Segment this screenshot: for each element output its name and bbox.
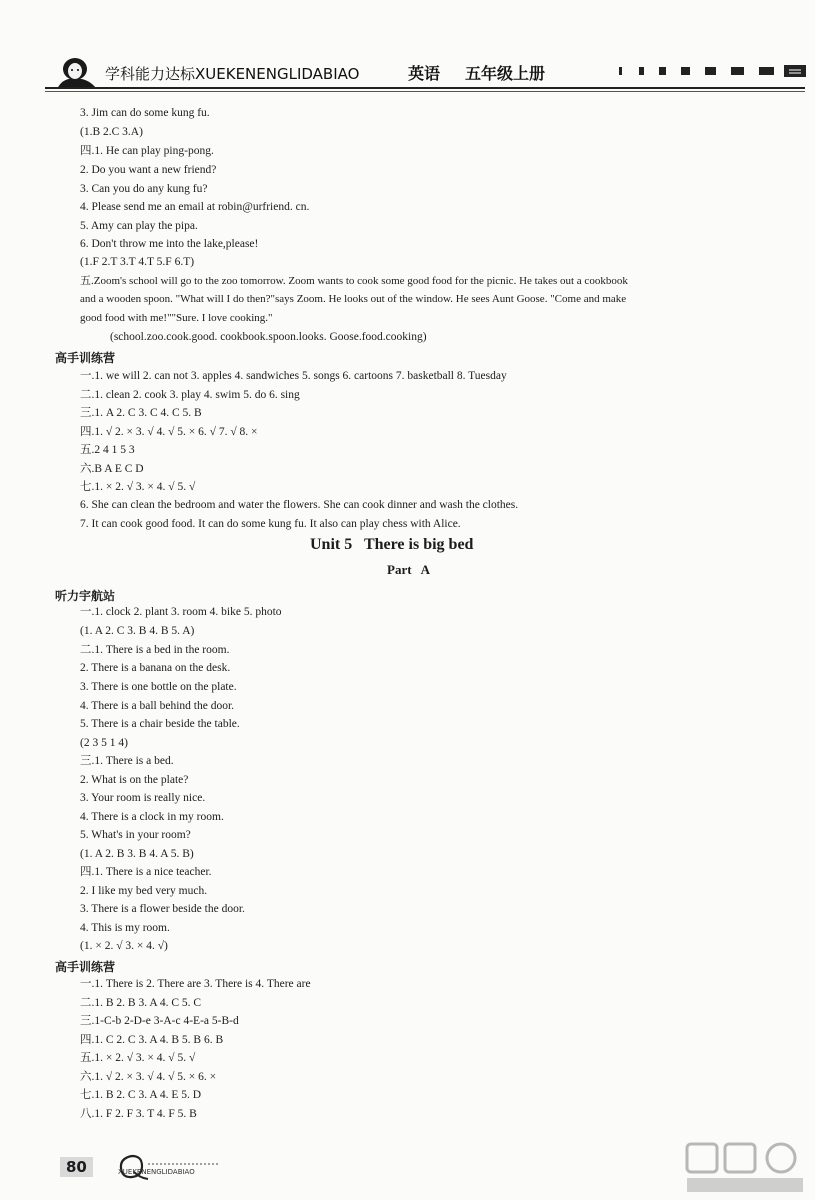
answer-line: (1.F 2.T 3.T 4.T 5.F 6.T) [80,256,195,268]
answer-line: 六.1. √ 2. × 3. √ 4. √ 5. × 6. × [80,1071,217,1083]
answer-line: 五.Zoom's school will go to the zoo tomorrow. Zoom wants to cook some good food for the picnic. He takes out a cookbook [80,275,628,287]
answer-line: 二.1. There is a bed in the room. [80,644,230,656]
answer-line: 5. Amy can play the pipa. [80,220,198,232]
answer-line: and a wooden spoon. "What will I do then?"says Zoom. He looks out of the window. He sees Aunt Goose. "Come and make [80,293,627,305]
student-avatar-icon [53,55,99,89]
unit-title: Unit 5 There is big bed [310,536,474,553]
header-rule [45,87,805,89]
page-number: 80 [60,1157,93,1177]
answer-line: 五.1. × 2. √ 3. × 4. √ 5. √ [80,1052,196,1064]
header-subject: 英语 [408,64,441,83]
answer-line: 四.1. √ 2. × 3. √ 4. √ 5. × 6. √ 7. √ 8. × [80,426,258,438]
answer-line: 6. She can clean the bedroom and water the flowers. She can cook dinner and wash the clothes. [80,499,519,511]
footer-brand: XUEKENENGLIDABIAO [118,1168,195,1176]
answer-line: 六.B A E C D [80,463,144,475]
answer-line: 三.1. A 2. C 3. C 4. C 5. B [80,407,202,419]
answer-line: 二.1. clean 2. cook 3. play 4. swim 5. do 6. sing [80,389,300,401]
answer-line: 4. There is a clock in my room. [80,811,224,823]
q-logo-icon [118,1152,228,1182]
answer-line: 7. It can cook good food. It can do some kung fu. It also can play chess with Alice. [80,518,461,530]
answer-line: 五.2 4 1 5 3 [80,444,135,456]
answer-line: (1. A 2. B 3. B 4. A 5. B) [80,848,194,860]
header-brand: 学科能力达标XUEKENENGLIDABIAO [105,65,360,83]
answer-line: 4. Please send me an email at robin@urfriend. cn. [80,201,310,213]
answer-line: 3. Jim can do some kung fu. [80,107,210,119]
answer-line: 一.1. we will 2. can not 3. apples 4. sandwiches 5. songs 6. cartoons 7. basketball 8. Tuesday [80,370,507,382]
answer-line: (1. A 2. C 3. B 4. B 5. A) [80,625,195,637]
answer-line: (1. × 2. √ 3. × 4. √) [80,940,168,952]
answer-line: 四.1. C 2. C 3. A 4. B 5. B 6. B [80,1034,224,1046]
answer-line: 三.1. There is a bed. [80,755,174,767]
answer-line: 四.1. He can play ping-pong. [80,145,214,157]
answer-line: 3. Your room is really nice. [80,792,206,804]
part-title: Part A [387,562,430,577]
answer-line: (1.B 2.C 3.A) [80,126,143,138]
header-decoration-icon [619,64,809,78]
answer-line: 一.1. There is 2. There are 3. There is 4. There are [80,978,311,990]
answer-line: (2 3 5 1 4) [80,737,128,749]
answer-line: 4. There is a ball behind the door. [80,700,235,712]
answer-line: 2. I like my bed very much. [80,885,208,897]
answer-line: 二.1. B 2. B 3. A 4. C 5. C [80,997,202,1009]
answer-line: 七.1. × 2. √ 3. × 4. √ 5. √ [80,481,196,493]
page-header [45,55,810,91]
watermark-logo-icon [683,1140,808,1196]
section-title: 高手训练营 [55,960,116,974]
answer-line: 4. This is my room. [80,922,170,934]
answer-line: 5. There is a chair beside the table. [80,718,240,730]
answer-line: 6. Don't throw me into the lake,please! [80,238,259,250]
answer-line: 2. Do you want a new friend? [80,164,217,176]
answer-line: 2. What is on the plate? [80,774,189,786]
answer-line: 三.1-C-b 2-D-e 3-A-c 4-E-a 5-B-d [80,1015,239,1027]
answer-line: 3. There is a flower beside the door. [80,903,245,915]
answer-line: 八.1. F 2. F 3. T 4. F 5. B [80,1108,197,1120]
header-grade: 五年级上册 [465,64,546,83]
header-rule-thin [45,91,805,92]
answer-line: 3. There is one bottle on the plate. [80,681,237,693]
answer-line: good food with me!""Sure. I love cooking." [80,312,273,324]
answer-line: 四.1. There is a nice teacher. [80,866,212,878]
section-title: 听力宇航站 [55,589,116,603]
answer-line: 七.1. B 2. C 3. A 4. E 5. D [80,1089,202,1101]
answer-line: 2. There is a banana on the desk. [80,662,231,674]
answer-line: 5. What's in your room? [80,829,191,841]
answer-line: (school.zoo.cook.good. cookbook.spoon.looks. Goose.food.cooking) [110,331,427,343]
answer-line: 一.1. clock 2. plant 3. room 4. bike 5. photo [80,606,282,618]
section-title: 高手训练营 [55,351,116,365]
answer-line: 3. Can you do any kung fu? [80,183,208,195]
